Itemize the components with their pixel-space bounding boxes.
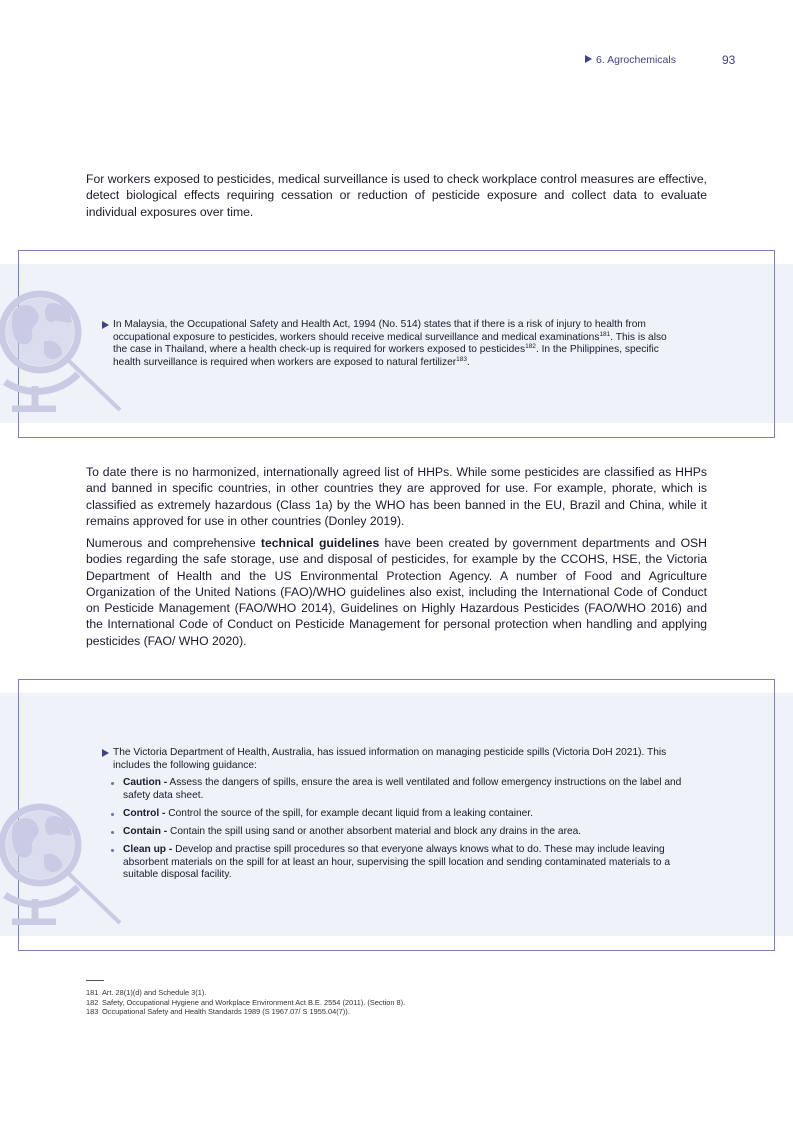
callout-intro: The Victoria Department of Health, Australia, has issued information on managing pesticide spills (Victoria DoH 2021). This includes the following guidance: — [113, 747, 667, 771]
footnote-ref[interactable]: 181 — [599, 330, 611, 338]
footnote — [86, 998, 405, 1008]
footnote-divider — [86, 980, 104, 981]
callout-text: . This is also the case in Thailand, where a health check-up is required for workers exposed to pesticides — [113, 331, 667, 356]
list-item-text: Develop and practise spill procedures so that everyone always knows what to do. These may include leaving absorbent materials on the spill for at least an hour, supervising the spill location and sending contaminated materials to a suitable disposal facility. — [123, 844, 671, 881]
list-item-text: Assess the dangers of spills, ensure the area is well ventilated and follow emergency instructions on the label and safety data sheet. — [123, 777, 682, 801]
body-paragraph — [86, 535, 707, 649]
paragraph-emphasis: technical guidelines — [260, 536, 380, 550]
paragraph-text: have been created by government departments and OSH bodies regarding the safe storage, use and disposal of pesticides, for example by the CCOHS, HSE, the Victoria Department of Health and the US Environmental Protection Agency. A number of Food and Agriculture Organization of the United Nations (FAO)/WHO guidelines also exist, including the International Code of Conduct on Pesticide Management (FAO/WHO 2014), Guidelines on Highly Hazardous Pesticides (FAO/WHO 2016) and the International Code of Conduct on Pesticide Management for personal protection when handling and applying pesticides (FAO/ WHO 2020). — [86, 536, 707, 648]
triangle-bullet-icon — [102, 321, 109, 329]
footnotes — [86, 988, 405, 1017]
footnote-number: 183 — [86, 1007, 99, 1016]
page-number: 93 — [722, 53, 736, 67]
callout-victoria — [102, 747, 682, 887]
footnote — [86, 988, 405, 998]
footnote-text: Safety, Occupational Hygiene and Workplace Environment Act B.E. 2554 (2011). (Section 8). — [102, 997, 406, 1007]
paragraph-text: Numerous and comprehensive — [86, 536, 261, 550]
footnote-ref[interactable]: 182 — [525, 343, 536, 351]
list-item — [123, 808, 682, 821]
callout-text: . In the Philippines, specific health surveillance is required when workers are exposed to natural fertilizer — [113, 344, 659, 368]
list-item-term: Caution - — [123, 777, 168, 789]
section-label — [585, 54, 676, 66]
list-item-term: Clean up - — [123, 844, 173, 856]
list-item-term: Contain - — [123, 825, 168, 837]
body-paragraph: To date there is no harmonized, internationally agreed list of HHPs. While some pesticides are classified as HHPs and banned in specific countries, in other countries they are approved for use. For example, phorate, which is classified as extremely hazardous (Class 1a) by the WHO has been banned in the EU, Brazil and China, while it remains approved for use in other countries (Donley 2019). — [86, 465, 707, 528]
callout-text: . — [467, 356, 470, 368]
triangle-bullet-icon — [585, 55, 592, 63]
list-item-text: Contain the spill using sand or another absorbent material and block any drains in the area. — [167, 825, 582, 837]
running-header — [0, 54, 793, 70]
callout-malaysia — [102, 319, 682, 369]
callout-item — [102, 747, 682, 772]
footnote-ref[interactable]: 183 — [456, 355, 468, 363]
list-item — [123, 826, 682, 839]
footnote-text: Occupational Safety and Health Standards 1989 (S 1967.07/ S 1955.04(7)). — [102, 1007, 350, 1016]
guidance-list — [102, 777, 682, 882]
list-item — [123, 844, 682, 882]
triangle-bullet-icon — [102, 749, 109, 757]
footnote — [86, 1007, 405, 1017]
footnote-number: 181 — [86, 988, 99, 997]
body-paragraph: For workers exposed to pesticides, medical surveillance is used to check workplace control measures are effective, detect biological effects requiring cessation or reduction of pesticide exposure and collect data to evaluate individual exposures over time. — [86, 172, 707, 219]
callout-text: In Malaysia, the Occupational Safety and Health Act, 1994 (No. 514) states that if there is a risk of injury to health from occupational exposure to pesticides, workers should receive medical surveillance and medical examinations — [113, 319, 646, 343]
footnote-number: 182 — [86, 997, 99, 1007]
footnote-text: Art. 28(1)(d) and Schedule 3(1). — [102, 988, 207, 997]
callout-item — [102, 319, 682, 369]
list-item-text: Control the source of the spill, for example decant liquid from a leaking container. — [165, 807, 533, 819]
section-title: 6. Agrochemicals — [596, 54, 676, 66]
list-item-term: Control - — [123, 807, 166, 819]
list-item — [123, 777, 682, 802]
